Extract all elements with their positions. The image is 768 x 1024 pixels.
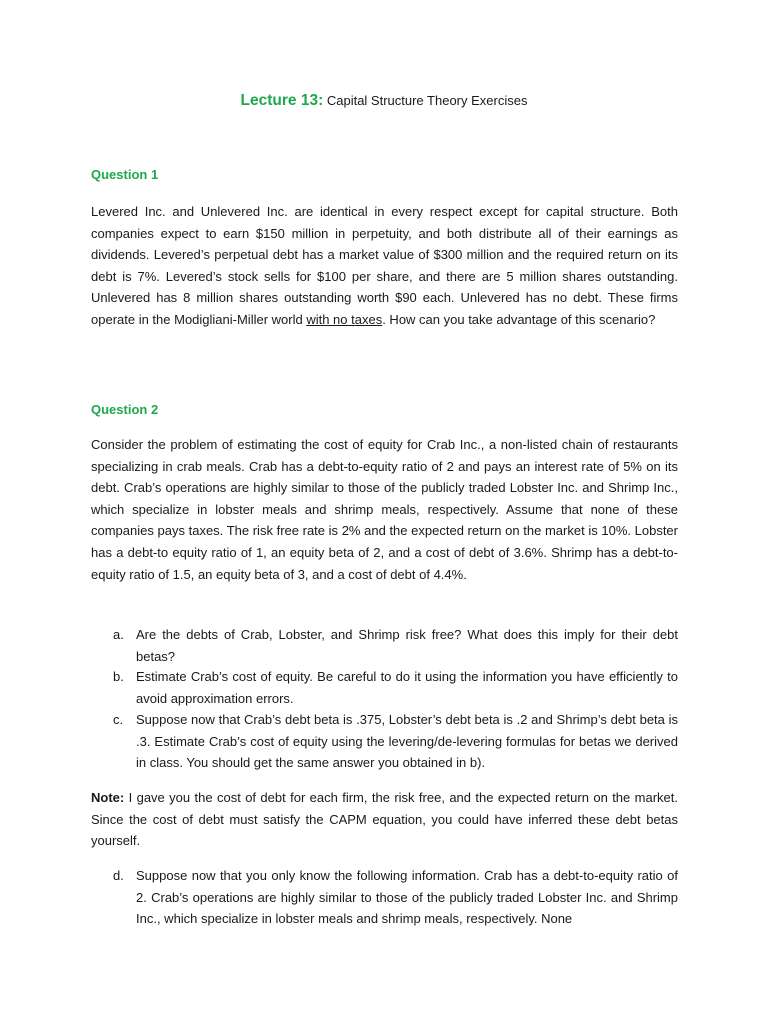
list-item-a: [113, 624, 678, 667]
note-label: Note:: [91, 790, 125, 805]
note-text: I gave you the cost of debt for each firm, the risk free, and the expected return on the market. Since the cost of debt must satisfy the CAPM equation, you could have inferred these debt betas yourself.: [91, 790, 678, 849]
note-paragraph: [91, 787, 678, 852]
question-1-text-end: . How can you take advantage of this scenario?: [382, 311, 656, 327]
question-1-heading: Question 1: [91, 167, 159, 182]
list-item-d: [113, 865, 678, 930]
list-item-label: b.: [113, 669, 124, 684]
page-title: [0, 92, 768, 110]
lecture-subtitle: Capital Structure Theory Exercises: [323, 93, 528, 108]
list-item-text: Estimate Crab’s cost of equity. Be careful to do it using the information you have efficiently to avoid approximation errors.: [136, 669, 678, 706]
list-item-label: c.: [113, 712, 124, 727]
list-item-text: Suppose now that Crab’s debt beta is .375, Lobster’s debt beta is .2 and Shrimp’s debt beta is .3. Estimate Crab’s cost of equity using the levering/de-levering formulas for betas we derived in class. You should get the same answer you obtained in b).: [136, 712, 678, 771]
list-item-text: Are the debts of Crab, Lobster, and Shrimp risk free? What does this imply for their debt betas?: [136, 627, 678, 664]
list-item-c: [113, 709, 678, 774]
lecture-number: Lecture 13:: [240, 92, 324, 109]
list-item-label: d.: [113, 868, 124, 883]
list-item-label: a.: [113, 627, 124, 642]
question-2-heading: Question 2: [91, 402, 159, 417]
list-item-b: [113, 666, 678, 709]
question-1-text: Levered Inc. and Unlevered Inc. are identical in every respect except for capital structure. Both companies expect to earn $150 million in perpetuity, and both distribute all of their earnings as dividends. Levered’s perpetual debt has a market value of $300 million and the required return on its debt is 7%. Levered’s stock sells for $100 per share, and there are 5 million shares outstanding. Unlevered has 8 million shares outstanding worth $90 each. Unlevered has no debt. These firms operate in the Modigliani-Miller world: [91, 204, 678, 327]
question-2-intro: Consider the problem of estimating the cost of equity for Crab Inc., a non-listed chain of restaurants specializing in crab meals. Crab has a debt-to-equity ratio of 2 and pays an interest rate of 5% on its debt. Crab’s operations are highly similar to those of the publicly traded Lobster Inc. and Shrimp Inc., which specialize in lobster meals and shrimp meals, respectively. Assume that none of these companies pays taxes. The risk free rate is 2% and the expected return on the market is 10%. Lobster has a debt-to equity ratio of 1, an equity beta of 2, and a cost of debt of 3.6%. Shrimp has a debt-to-equity ratio of 1.5, an equity beta of 3, and a cost of debt of 4.4%.: [91, 437, 678, 582]
question-1-underlined: with no taxes: [306, 311, 383, 327]
question-1-body: [91, 201, 678, 331]
list-item-text: Suppose now that you only know the following information. Crab has a debt-to-equity ratio of 2. Crab’s operations are highly similar to those of the publicly traded Lobster Inc. and Shrimp Inc., which specialize in lobster meals and shrimp meals, respectively. None: [136, 868, 678, 927]
